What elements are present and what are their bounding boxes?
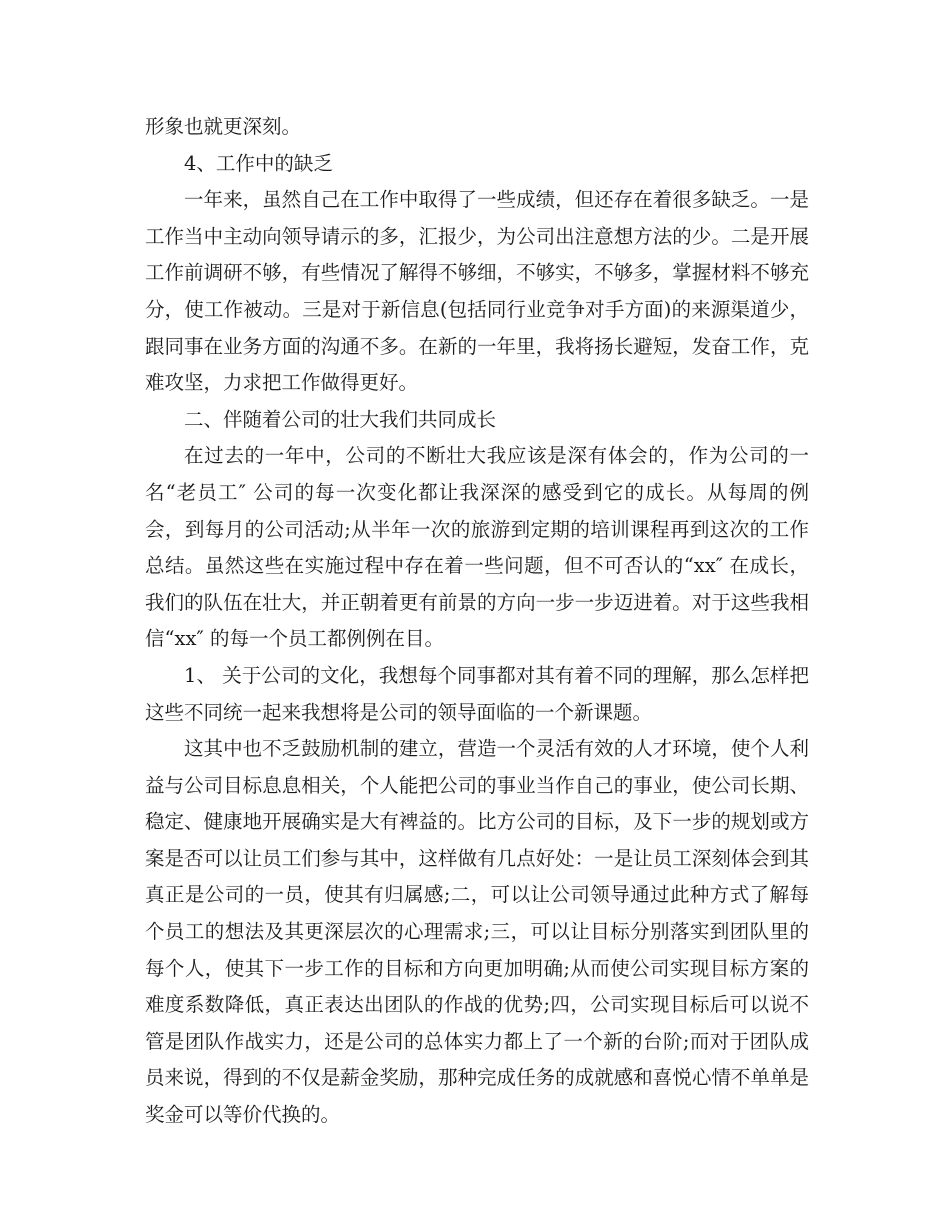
paragraph-culture: 1、 关于公司的文化，我想每个同事都对其有着不同的理解，那么怎样把这些不同统一起来我想将是公司的领导面临的一个新课题。	[145, 663, 809, 724]
document-body	[145, 109, 809, 1134]
paragraph-incentive: 这其中也不乏鼓励机制的建立，营造一个灵活有效的人才环境，使个人利益与公司目标息息相关，个人能把公司的事业当作自己的事业，使公司长期、稳定、健康地开展确实是大有裨益的。比方公司的目标，及下一步的规划或方案是否可以让员工们参与其中，这样做有几点好处：一是让员工深刻体会到其真正是公司的一员，使其有归属感;二，可以让公司领导通过此种方式了解每个员工的想法及其更深层次的心理需求;三，可以让目标分别落实到团队里的每个人，使其下一步工作的目标和方向更加明确;从而使公司实现目标方案的难度系数降低，真正表达出团队的作战的优势;四，公司实现目标后可以说不管是团队作战实力，还是公司的总体实力都上了一个新的台阶;而对于团队成员来说，得到的不仅是薪金奖励，那种完成任务的成就感和喜悦心情不单单是奖金可以等价代换的。	[145, 737, 809, 1127]
paragraph-shortcomings: 一年来，虽然自己在工作中取得了一些成绩，但还存在着很多缺乏。一是工作当中主动向领导请示的多，汇报少，为公司出注意想方法的少。二是开展工作前调研不够，有些情况了解得不够细，不够实，不够多，掌握材料不够充分，使工作被动。三是对于新信息(包括同行业竞争对手方面)的来源渠道少，跟同事在业务方面的沟通不多。在新的一年里，我将扬长避短，发奋工作，克难攻坚，力求把工作做得更好。	[145, 188, 809, 395]
section-heading-shortcomings: 4、工作中的缺乏	[184, 151, 333, 175]
paragraph-continuation: 形象也就更深刻。	[145, 115, 302, 138]
section-heading-growth: 二、伴随着公司的壮大我们共同成长	[184, 407, 497, 431]
paragraph-growth: 在过去的一年中，公司的不断壮大我应该是深有体会的，作为公司的一名“老员工″ 公司的每一次变化都让我深深的感受到它的成长。从每周的例会，到每月的公司活动;从半年一次的旅游到定期的培训课程再到这次的工作总结。虽然这些在实施过程中存在着一些问题，但不可否认的“xx″ 在成长，我们的队伍在壮大，并正朝着更有前景的方向一步一步迈进着。对于这些我相信“xx″ 的每一个员工都例例在目。	[145, 444, 809, 651]
